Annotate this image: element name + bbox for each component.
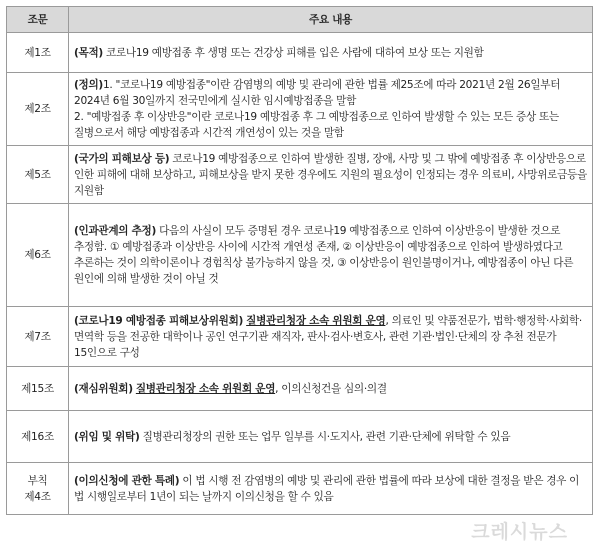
article-underlined: 질병관리청장 소속 위원회 운영	[135, 382, 276, 395]
table-row	[7, 307, 593, 367]
article-number: 제2조	[7, 73, 69, 146]
article-text: 이 법 시행 전 감염병의 예방 및 관리에 관한 법률에 따라 보상에 대한 결정을 받은 경우 이 법 시행일로부터 1년이 되는 날까지 이의신청을 할 수 있음	[74, 474, 580, 503]
article-number: 부칙 제4조	[7, 463, 69, 515]
article-content	[69, 367, 593, 411]
article-number: 제16조	[7, 411, 69, 463]
article-underlined: 질병관리청장 소속 위원회 운영	[246, 314, 386, 327]
table-row	[7, 73, 593, 146]
table-row	[7, 463, 593, 515]
table-row	[7, 33, 593, 73]
article-keyword: (코로나19 예방접종 피해보상위원회)	[74, 314, 244, 327]
law-summary-table	[6, 6, 593, 515]
article-keyword: (국가의 피해보상 등)	[74, 152, 170, 165]
article-text: 코로나19 예방접종 후 생명 또는 건강상 피해를 입은 사람에 대하여 보상 또는 지원함	[102, 46, 484, 59]
article-content	[69, 307, 593, 367]
article-text: 코로나19 예방접종으로 인하여 발생한 질병, 장애, 사망 및 그 밖에 예방접종 후 이상반응으로 인한 피해에 대해 보상하고, 피해보상을 받지 못한 경우에도 지원의 필요성이 인정되는 경우 의료비, 사망위로금등을 지원함	[74, 152, 587, 197]
article-text: 1. "코로나19 예방접종"이란 감염병의 예방 및 관리에 관한 법률 제25조에 따라 2021년 2월 26일부터 2024년 6월 30일까지 전국민에게 실시한 임시예방접종을 말함 2. "예방접종 후 이상반응"이란 코로나19 예방접종 후 그 예방접종으로 인하여 발생할 수 있는 모든 증상 또는 질병으로서 해당 예방접종과 시간적 개연성이 있는 것을 말함	[74, 79, 561, 139]
article-content	[69, 73, 593, 146]
table-header-row	[7, 7, 593, 33]
article-keyword: (이의신청에 관한 특례)	[74, 474, 180, 487]
article-number: 제1조	[7, 33, 69, 73]
article-keyword: (재심위원회)	[74, 382, 133, 395]
header-content: 주요 내용	[69, 7, 593, 33]
article-content	[69, 204, 593, 307]
table-row	[7, 204, 593, 307]
article-content	[69, 146, 593, 204]
article-keyword: (정의)	[74, 79, 103, 91]
article-text: , 이의신청건을 심의·의결	[275, 382, 387, 395]
header-article: 조문	[7, 7, 69, 33]
article-keyword: (목적)	[74, 46, 103, 59]
table-row	[7, 367, 593, 411]
watermark: 크레시뉴스	[471, 521, 568, 543]
article-number: 제5조	[7, 146, 69, 204]
table-row	[7, 411, 593, 463]
article-number: 제15조	[7, 367, 69, 411]
article-text: 질병관리청장의 권한 또는 업무 일부를 시·도지사, 관련 기관·단체에 위탁할 수 있음	[139, 430, 511, 443]
article-content	[69, 33, 593, 73]
article-text: , 의료인 및 약품전문가, 법학·행정학·사회학·면역학 등을 전공한 대학이나 공인 연구기관 재직자, 판사·검사·변호사, 관련 기관·법인·단체의 장 추천 전문가 15인으로 구성	[74, 314, 582, 359]
article-keyword: (위임 및 위탁)	[74, 430, 140, 443]
article-text: 다음의 사실이 모두 증명된 경우 코로나19 예방접종으로 인하여 이상반응이 발생한 것으로 추정함. ① 예방접종과 이상반응 사이에 시간적 개연성 존재, ② 이상반응이 예방접종으로 인하여 발생하였다고 추론하는 것이 의학이론이나 경험칙상 불가능하지 않을 것, ③ 이상반응이 원인불명이거나, 예방접종이 아닌 다른 원인에 의해 발생한 것이 아닐 것	[74, 225, 574, 285]
article-keyword: (인과관계의 추정)	[74, 225, 157, 237]
article-content	[69, 463, 593, 515]
article-number: 제6조	[7, 204, 69, 307]
table-row	[7, 146, 593, 204]
article-content	[69, 411, 593, 463]
article-number: 제7조	[7, 307, 69, 367]
